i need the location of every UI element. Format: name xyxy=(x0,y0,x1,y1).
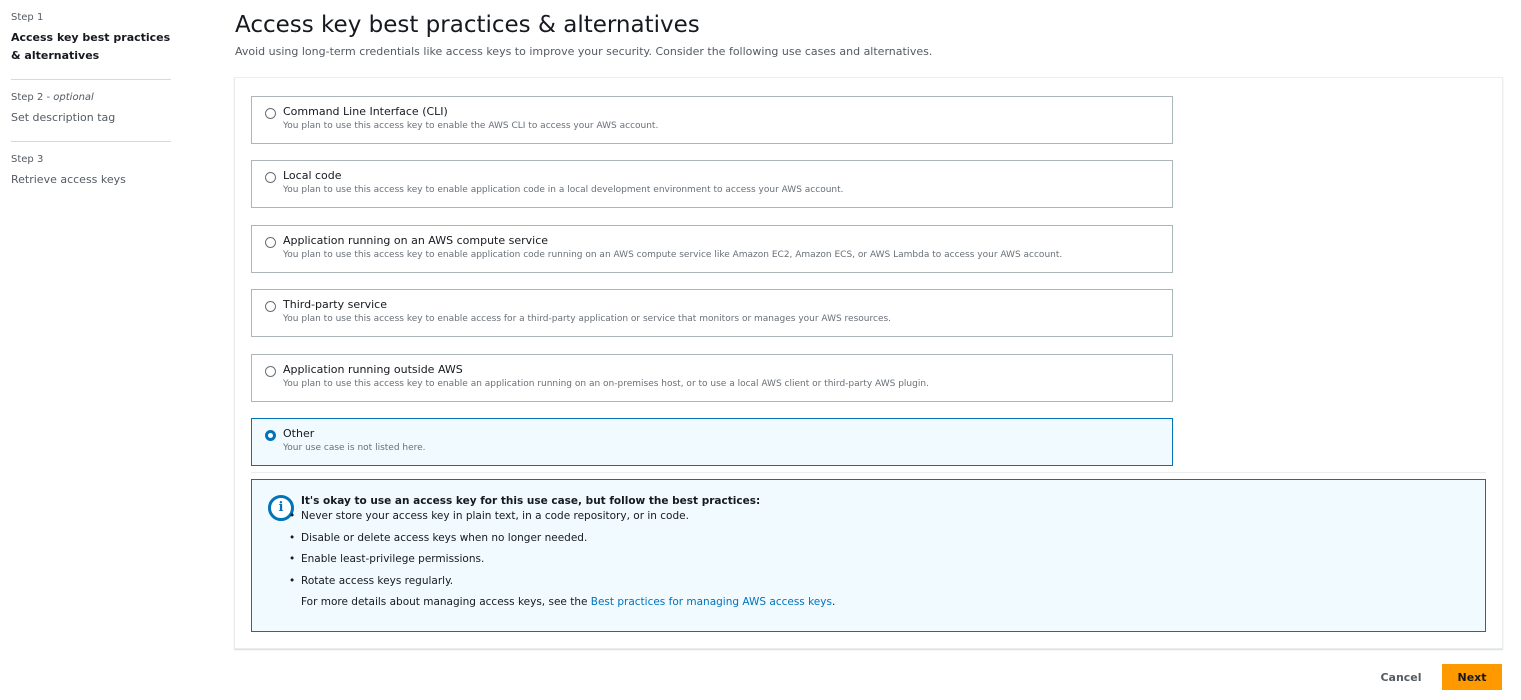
option-description: Your use case is not listed here. xyxy=(283,443,426,453)
optional-label: optional xyxy=(53,92,94,103)
list-item: • Disable or delete access keys when no longer needed. xyxy=(301,532,1485,554)
option-description: You plan to use this access key to enable access for a third-party application or service that monitors or manages your AWS resources. xyxy=(283,314,892,324)
option-outside-aws[interactable] xyxy=(251,354,1173,402)
step-3[interactable] xyxy=(11,154,171,203)
page-subtitle: Avoid using long-term credentials like access keys to improve your security. Consider the following use cases and alternatives. xyxy=(235,45,933,58)
option-title: Command Line Interface (CLI) xyxy=(283,105,448,118)
page-title: Access key best practices & alternatives xyxy=(235,12,700,38)
more-details xyxy=(301,596,1485,608)
step-title: Set description tag xyxy=(11,111,116,124)
info-alert xyxy=(251,479,1486,632)
more-details-text: For more details about managing access keys, see the xyxy=(301,596,591,608)
list-item: • Enable least-privilege permissions. xyxy=(301,553,1485,575)
step-number xyxy=(11,92,171,103)
divider xyxy=(251,472,1486,473)
option-aws-compute[interactable] xyxy=(251,225,1173,273)
option-cli[interactable] xyxy=(251,96,1173,144)
option-title: Third-party service xyxy=(283,298,387,311)
option-title: Application running on an AWS compute service xyxy=(283,234,549,247)
alert-heading: It's okay to use an access key for this use case, but follow the best practices: xyxy=(301,495,761,507)
option-title: Local code xyxy=(283,169,342,182)
step-number: Step 1 xyxy=(11,12,44,23)
option-description: You plan to use this access key to enable the AWS CLI to access your AWS account. xyxy=(283,121,659,131)
cancel-button[interactable]: Cancel xyxy=(1370,664,1432,690)
step-number: Step 3 xyxy=(11,154,44,165)
option-local-code[interactable] xyxy=(251,160,1173,208)
step-number-text: Step 2 - xyxy=(11,92,54,103)
radio-button[interactable] xyxy=(265,108,276,119)
step-title: Retrieve access keys xyxy=(11,173,126,186)
radio-button[interactable] xyxy=(265,366,276,377)
radio-button[interactable] xyxy=(265,237,276,248)
option-other[interactable] xyxy=(251,418,1173,466)
radio-button[interactable] xyxy=(265,172,276,183)
step-1 xyxy=(11,12,171,80)
step-title: Access key best practices & alternatives xyxy=(11,31,171,62)
best-practices-link[interactable]: Best practices for managing AWS access keys xyxy=(590,596,832,608)
option-description: You plan to use this access key to enable application code running on an AWS compute service like Amazon EC2, Amazon ECS, or AWS Lambda to access your AWS account. xyxy=(283,250,1063,260)
option-title: Application running outside AWS xyxy=(283,363,463,376)
next-button[interactable]: Next xyxy=(1442,664,1502,690)
info-icon: i xyxy=(268,495,294,521)
list-item: • Rotate access keys regularly. xyxy=(301,575,1485,597)
more-details-suffix: . xyxy=(831,596,836,608)
use-case-panel xyxy=(234,77,1503,649)
option-third-party[interactable] xyxy=(251,289,1173,337)
option-description: You plan to use this access key to enable an application running on an on-premises host, or to use a local AWS client or third-party AWS plugin. xyxy=(283,379,929,389)
best-practices-list xyxy=(301,510,1485,596)
option-description: You plan to use this access key to enable application code in a local development environment to access your AWS account. xyxy=(283,185,844,195)
wizard-steps xyxy=(11,12,171,215)
option-title: Other xyxy=(283,427,315,440)
radio-button[interactable] xyxy=(265,301,276,312)
step-2[interactable] xyxy=(11,92,171,142)
list-item: • Never store your access key in plain text, in a code repository, or in code. xyxy=(301,510,1485,532)
radio-button-selected[interactable] xyxy=(265,430,276,441)
